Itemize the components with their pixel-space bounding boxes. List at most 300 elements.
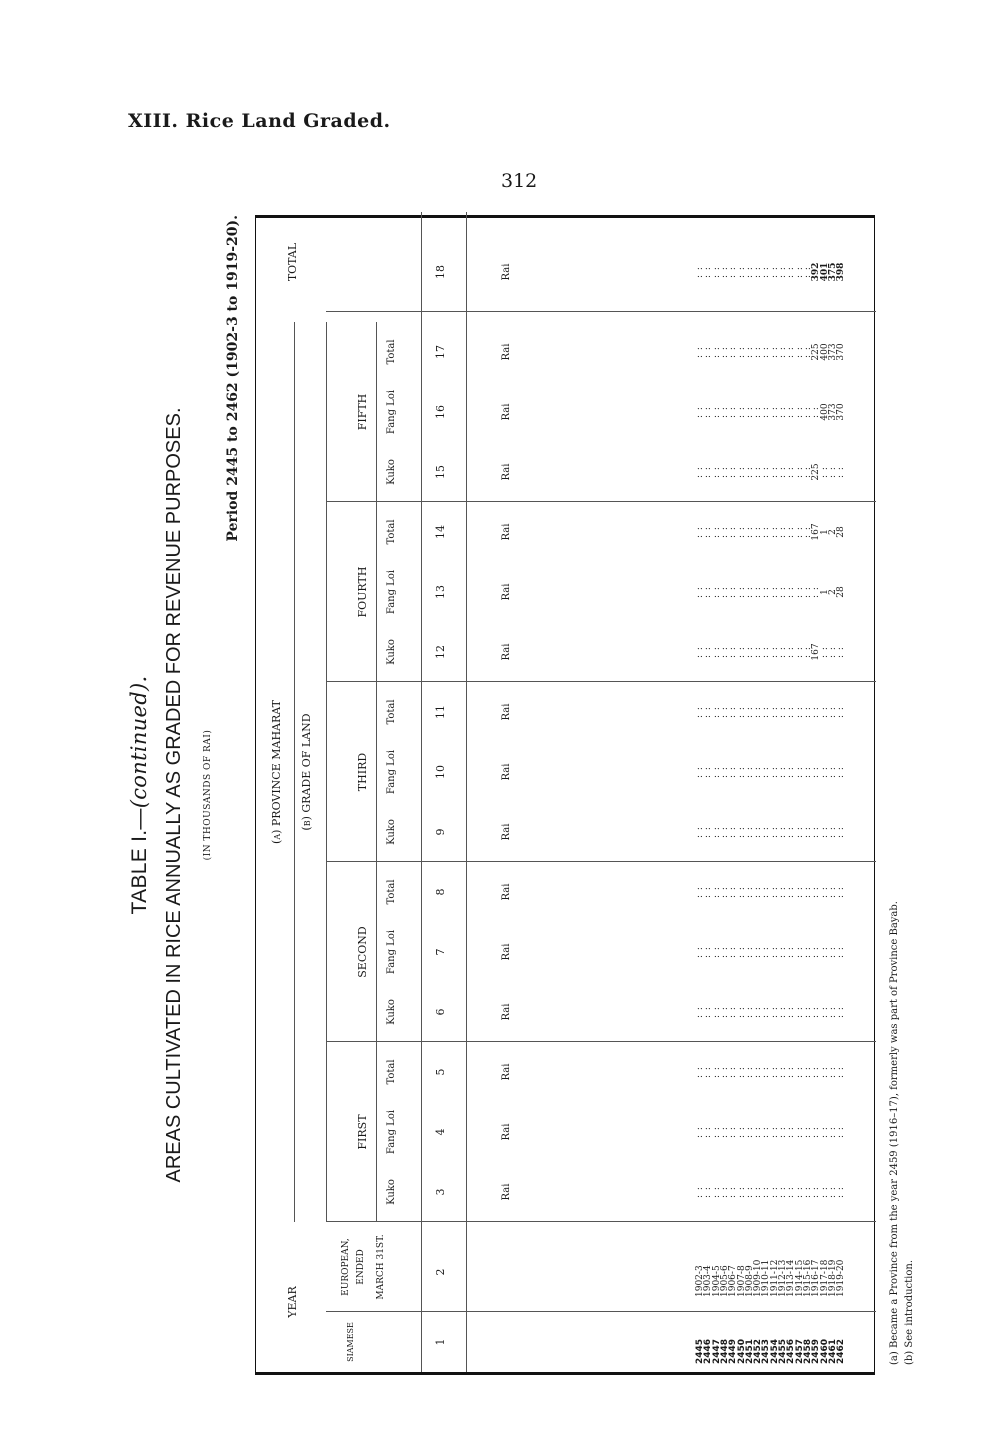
empty-marker: : : [794,266,805,278]
empty-marker: : : [695,466,705,478]
empty-marker: : : [802,706,813,718]
empty-marker: : : [794,646,805,658]
subheader-kuko: Kuko [386,459,397,485]
empty-marker: : : [695,406,705,418]
data-value: 167 [811,643,822,661]
empty-marker: : : [794,886,805,898]
subheader-fang-loi: Fang Loi [386,929,397,975]
period-label: Period 2445 to 2462 (1902-3 to 1919-20). [225,215,241,542]
vertical-rule [326,861,876,862]
empty-marker: : : [761,706,772,718]
data-value: 225 [811,463,822,481]
unit-label: Rai [501,763,512,781]
column-number: 16 [434,405,447,419]
empty-marker: : : [711,1066,722,1078]
empty-marker: : : [753,266,764,278]
empty-marker: : : [753,1066,764,1078]
empty-marker: : : [811,826,822,838]
grade-second: SECOND [356,926,369,978]
empty-marker: : : [728,826,739,838]
european-year: 1917-18 [819,1259,830,1297]
page-number: 312 [501,170,538,192]
empty-marker: : : [761,946,772,958]
empty-marker: : : [728,346,739,358]
empty-marker: : : [703,346,714,358]
empty-marker: : : [827,886,838,898]
empty-marker: : : [794,1126,805,1138]
empty-marker: : : [753,1126,764,1138]
empty-marker: : : [769,406,780,418]
empty-marker: : : [719,1126,730,1138]
empty-marker: : : [736,886,747,898]
empty-marker: : : [728,466,739,478]
empty-marker: : : [703,766,714,778]
horizontal-rule [294,322,295,1222]
empty-marker: : : [744,1006,755,1018]
empty-marker: : : [778,586,788,598]
empty-marker: : : [744,646,755,658]
empty-marker: : : [802,1006,813,1018]
siamese-heading: SIAMESE [346,1322,355,1362]
data-value: 373 [827,343,838,361]
empty-marker: : : [811,886,822,898]
siamese-year: 2455 [778,1338,788,1364]
empty-marker: : : [761,1186,772,1198]
column-number: 10 [434,765,447,779]
data-value: 400 [819,343,830,361]
siamese-year: 2458 [802,1338,813,1364]
empty-marker: : : [728,406,739,418]
empty-marker: : : [819,1126,830,1138]
empty-marker: : : [736,466,747,478]
empty-marker: : : [778,1126,788,1138]
subheader-total: Total [386,879,397,905]
siamese-year: 2460 [819,1338,830,1364]
empty-marker: : : [778,826,788,838]
footnotes [887,901,917,1365]
empty-marker: : : [695,826,705,838]
empty-marker: : : [753,406,764,418]
empty-marker: : : [769,946,780,958]
grand-total-heading: TOTAL [286,242,299,282]
empty-marker: : : [736,1006,747,1018]
empty-marker: : : [769,526,780,538]
empty-marker: : : [819,766,830,778]
column-number: 8 [434,888,447,896]
empty-marker: : : [811,1126,822,1138]
subheader-total: Total [386,519,397,545]
empty-marker: : : [728,946,739,958]
vertical-rule [326,1311,876,1312]
empty-marker: : : [711,646,722,658]
empty-marker: : : [695,646,705,658]
unit-label: Rai [501,1063,512,1081]
subheader-fang-loi: Fang Loi [386,1109,397,1155]
empty-marker: : : [769,1186,780,1198]
empty-marker: : : [695,1126,705,1138]
empty-marker: : : [711,266,722,278]
data-value: 1 [819,589,830,595]
empty-marker: : : [695,526,705,538]
province-heading: (a) PROVINCE MAHARAT [270,700,283,844]
european-year: 1912-13 [778,1259,788,1297]
data-value: 2 [827,589,838,595]
empty-marker: : : [819,706,830,718]
empty-marker: : : [744,586,755,598]
empty-marker: : : [786,886,797,898]
siamese-year: 2445 [695,1338,705,1364]
empty-marker: : : [769,466,780,478]
empty-marker: : : [836,946,847,958]
empty-marker: : : [786,346,797,358]
section-title: XIII. Rice Land Graded. [128,110,391,132]
empty-marker: : : [836,1066,847,1078]
horizontal-rule [421,212,422,1372]
empty-marker: : : [703,266,714,278]
empty-marker: : : [711,1006,722,1018]
empty-marker: : : [769,346,780,358]
empty-marker: : : [794,1006,805,1018]
empty-marker: : : [728,526,739,538]
empty-marker: : : [827,706,838,718]
empty-marker: : : [753,766,764,778]
empty-marker: : : [761,826,772,838]
empty-marker: : : [719,466,730,478]
empty-marker: : : [711,946,722,958]
empty-marker: : : [794,586,805,598]
empty-marker: : : [744,526,755,538]
subheader-fang-loi: Fang Loi [386,389,397,435]
empty-marker: : : [744,466,755,478]
empty-marker: : : [761,1006,772,1018]
empty-marker: : : [711,1186,722,1198]
empty-marker: : : [819,886,830,898]
column-number: 1 [434,1338,447,1346]
european-year: 1908-9 [744,1265,755,1297]
empty-marker: : : [711,346,722,358]
year-heading: YEAR [286,1286,299,1318]
unit-label: Rai [501,463,512,481]
empty-marker: : : [761,466,772,478]
empty-marker: : : [761,406,772,418]
empty-marker: : : [744,706,755,718]
empty-marker: : : [819,466,830,478]
empty-marker: : : [778,346,788,358]
unit-label: Rai [501,343,512,361]
footnote-a: (a) Became a Province from the year 2459 (1916–17), formerly was part of Province Bayab. [889,901,900,1365]
empty-marker: : : [728,586,739,598]
empty-marker: : : [744,946,755,958]
empty-marker: : : [703,646,714,658]
empty-marker: : : [769,646,780,658]
empty-marker: : : [736,1186,747,1198]
empty-marker: : : [778,766,788,778]
empty-marker: : : [744,1186,755,1198]
data-value: 28 [836,586,847,598]
empty-marker: : : [811,706,822,718]
empty-marker: : : [819,826,830,838]
empty-marker: : : [761,646,772,658]
empty-marker: : : [719,1066,730,1078]
empty-marker: : : [778,1066,788,1078]
empty-marker: : : [802,346,813,358]
empty-marker: : : [786,646,797,658]
empty-marker: : : [719,526,730,538]
european-year: 1916-17 [811,1259,822,1297]
empty-marker: : : [802,1126,813,1138]
empty-marker: : : [736,766,747,778]
horizontal-rule [376,322,377,1222]
grade-fifth: FIFTH [356,393,369,431]
empty-marker: : : [753,706,764,718]
siamese-year: 2459 [811,1338,822,1364]
empty-marker: : : [728,706,739,718]
empty-marker: : : [703,886,714,898]
empty-marker: : : [719,1186,730,1198]
subheader-total: Total [386,699,397,725]
empty-marker: : : [728,646,739,658]
empty-marker: : : [753,1006,764,1018]
empty-marker: : : [794,526,805,538]
empty-marker: : : [836,1126,847,1138]
empty-marker: : : [719,706,730,718]
column-number: 18 [434,265,447,279]
european-year: 1914-15 [794,1259,805,1297]
empty-marker: : : [736,1066,747,1078]
unit-label: Rai [501,703,512,721]
empty-marker: : : [695,1066,705,1078]
european-year: 1904-5 [711,1265,722,1297]
empty-marker: : : [794,826,805,838]
empty-marker: : : [811,1186,822,1198]
empty-marker: : : [695,266,705,278]
empty-marker: : : [711,1126,722,1138]
empty-marker: : : [786,706,797,718]
empty-marker: : : [769,266,780,278]
empty-marker: : : [695,586,705,598]
empty-marker: : : [778,1186,788,1198]
empty-marker: : : [711,526,722,538]
empty-marker: : : [695,1186,705,1198]
empty-marker: : : [802,586,813,598]
empty-marker: : : [794,466,805,478]
empty-marker: : : [794,406,805,418]
empty-marker: : : [836,1006,847,1018]
empty-marker: : : [728,1126,739,1138]
empty-marker: : : [802,406,813,418]
empty-marker: : : [761,1066,772,1078]
empty-marker: : : [719,586,730,598]
unit-label: Rai [501,583,512,601]
siamese-year: 2461 [827,1338,838,1364]
horizontal-rule [326,322,327,1222]
empty-marker: : : [836,466,847,478]
empty-marker: : : [753,526,764,538]
empty-marker: : : [769,1126,780,1138]
empty-marker: : : [811,406,822,418]
empty-marker: : : [711,706,722,718]
empty-marker: : : [811,766,822,778]
empty-marker: : : [728,766,739,778]
european-year: 1919-20 [836,1259,847,1297]
empty-marker: : : [786,406,797,418]
empty-marker: : : [786,266,797,278]
empty-marker: : : [695,886,705,898]
table-subtitle: AREAS CULTIVATED IN RICE ANNUALLY AS GRADED FOR REVENUE PURPOSES. [163,407,185,1183]
empty-marker: : : [827,646,838,658]
column-number: 5 [434,1068,447,1076]
empty-marker: : : [728,1066,739,1078]
european-year: 1907-8 [736,1265,747,1297]
empty-marker: : : [736,826,747,838]
empty-marker: : : [778,886,788,898]
empty-marker: : : [703,706,714,718]
empty-marker: : : [794,1186,805,1198]
empty-marker: : : [761,1126,772,1138]
european-year: 1911-12 [769,1259,780,1297]
empty-marker: : : [736,266,747,278]
unit-label: Rai [501,263,512,281]
empty-marker: : : [802,826,813,838]
siamese-year: 2446 [703,1338,714,1364]
empty-marker: : : [753,586,764,598]
table-title [127,215,152,1375]
empty-marker: : : [778,1006,788,1018]
data-value: 398 [836,262,847,282]
vertical-rule [326,501,876,502]
siamese-year: 2453 [761,1338,772,1364]
empty-marker: : : [761,886,772,898]
empty-marker: : : [802,1066,813,1078]
empty-marker: : : [719,646,730,658]
empty-marker: : : [827,1126,838,1138]
empty-marker: : : [703,1126,714,1138]
empty-marker: : : [827,826,838,838]
siamese-year: 2462 [836,1338,847,1364]
rotated-table-page [127,215,915,1375]
european-year: 1913-14 [786,1259,797,1297]
data-value: 375 [827,262,838,282]
empty-marker: : : [744,406,755,418]
empty-marker: : : [736,1126,747,1138]
column-number: 13 [434,585,447,599]
empty-marker: : : [728,266,739,278]
empty-marker: : : [794,346,805,358]
european-heading: EUROPEAN, [341,1238,351,1296]
empty-marker: : : [786,946,797,958]
column-number: 6 [434,1008,447,1016]
empty-marker: : : [728,1186,739,1198]
siamese-year: 2457 [794,1338,805,1364]
unit-label: Rai [501,643,512,661]
vertical-rule [326,1221,876,1222]
empty-marker: : : [703,946,714,958]
empty-marker: : : [802,946,813,958]
empty-marker: : : [753,1186,764,1198]
data-value: 167 [811,523,822,541]
siamese-year: 2447 [711,1338,722,1364]
empty-marker: : : [794,1066,805,1078]
column-number: 17 [434,345,447,359]
empty-marker: : : [819,946,830,958]
horizontal-rule [466,212,467,1372]
empty-marker: : : [753,346,764,358]
empty-marker: : : [744,1066,755,1078]
grade-third: THIRD [356,752,369,792]
empty-marker: : : [786,1066,797,1078]
empty-marker: : : [753,646,764,658]
subheader-kuko: Kuko [386,1179,397,1205]
subheader-total: Total [386,339,397,365]
empty-marker: : : [744,826,755,838]
empty-marker: : : [811,946,822,958]
empty-marker: : : [786,586,797,598]
empty-marker: : : [836,1186,847,1198]
siamese-year: 2451 [744,1338,755,1364]
empty-marker: : : [769,1006,780,1018]
empty-marker: : : [753,826,764,838]
empty-marker: : : [819,1186,830,1198]
grade-fourth: FOURTH [356,566,369,618]
empty-marker: : : [769,766,780,778]
empty-marker: : : [761,266,772,278]
empty-marker: : : [728,886,739,898]
empty-marker: : : [827,1006,838,1018]
empty-marker: : : [761,526,772,538]
empty-marker: : : [786,1126,797,1138]
empty-marker: : : [719,946,730,958]
subheader-kuko: Kuko [386,999,397,1025]
empty-marker: : : [778,646,788,658]
data-value: 28 [836,526,847,538]
siamese-year: 2454 [769,1338,780,1364]
empty-marker: : : [802,266,813,278]
empty-marker: : : [753,466,764,478]
empty-marker: : : [778,406,788,418]
empty-marker: : : [794,946,805,958]
european-year: 1902-3 [695,1265,705,1297]
empty-marker: : : [827,1066,838,1078]
unit-label: Rai [501,943,512,961]
empty-marker: : : [744,1126,755,1138]
subheader-kuko: Kuko [386,639,397,665]
empty-marker: : : [736,526,747,538]
empty-marker: : : [711,586,722,598]
data-value: 392 [811,262,822,282]
vertical-rule [326,1041,876,1042]
empty-marker: : : [703,586,714,598]
empty-marker: : : [827,946,838,958]
unit-label: Rai [501,883,512,901]
empty-marker: : : [703,1006,714,1018]
column-number: 15 [434,465,447,479]
empty-marker: : : [753,886,764,898]
empty-marker: : : [769,706,780,718]
empty-marker: : : [719,766,730,778]
european-year: 1918-19 [827,1259,838,1297]
subheader-fang-loi: Fang Loi [386,569,397,615]
column-number: 12 [434,645,447,659]
empty-marker: : : [769,886,780,898]
empty-marker: : : [786,766,797,778]
empty-marker: : : [802,766,813,778]
empty-marker: : : [769,586,780,598]
empty-marker: : : [719,266,730,278]
empty-marker: : : [827,1186,838,1198]
empty-marker: : : [695,766,705,778]
unit-label: Rai [501,1123,512,1141]
column-number: 14 [434,525,447,539]
